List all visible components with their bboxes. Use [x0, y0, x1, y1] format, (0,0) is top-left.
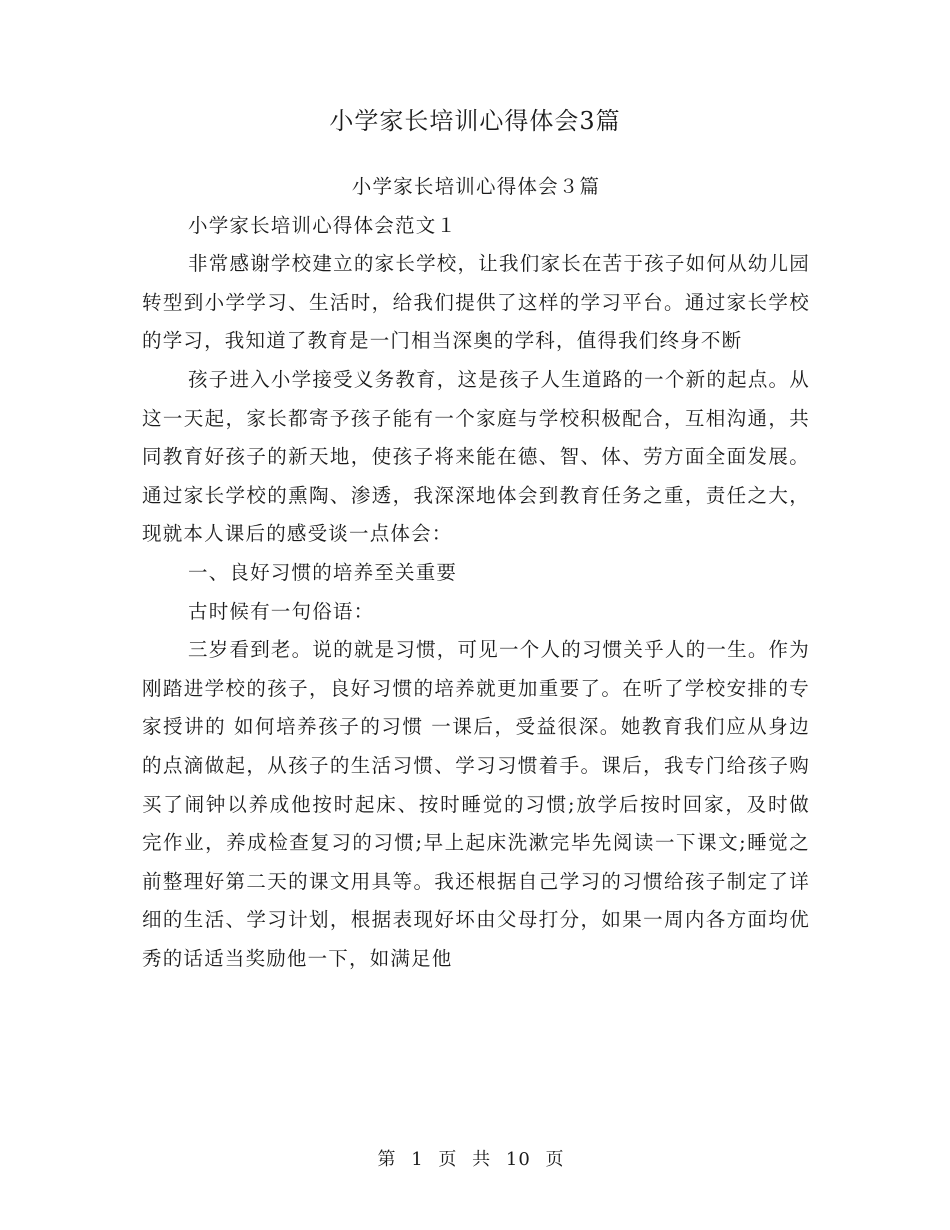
document-body — [142, 168, 810, 978]
paragraph: 孩子进入小学接受义务教育，这是孩子人生道路的一个新的起点。从这一天起，家长都寄予孩子能有一个家庭与学校积极配合，互相沟通，共同教育好孩子的新天地，使孩子将来能在德、智、体、劳方面全面发展。通过家长学校的熏陶、渗透，我深深地体会到教育任务之重，责任之大，现就本人课后的感受谈一点体会： — [142, 367, 810, 546]
page-label-mid: 页 — [438, 1149, 458, 1170]
paragraph: 古时候有一句俗语： — [188, 599, 375, 623]
total-label: 共 — [472, 1149, 492, 1170]
page-label-prefix: 第 — [377, 1149, 397, 1170]
page-label-suffix: 页 — [545, 1149, 565, 1170]
document-subtitle: 小学家长培训心得体会３篇 — [351, 175, 601, 198]
paragraph-heading: 一、良好习惯的培养至关重要 — [188, 560, 458, 584]
current-page-number: 1 — [411, 1149, 424, 1170]
page-title: 小学家长培训心得体会3篇 — [329, 107, 621, 135]
section-heading: 小学家长培训心得体会范文１ — [188, 213, 458, 237]
paragraph: 非常感谢学校建立的家长学校，让我们家长在苦于孩子如何从幼儿园转型到小学学习、生活时，给我们提供了这样的学习平台。通过家长学校的学习，我知道了教育是一门相当深奥的学科，值得我们终身不断 — [142, 252, 810, 353]
total-pages-number: 10 — [505, 1149, 531, 1170]
paragraph: 三岁看到老。说的就是习惯，可见一个人的习惯关乎人的一生。作为刚踏进学校的孩子，良好习惯的培养就更加重要了。在听了学校安排的专家授讲的 如何培养孩子的习惯 一课后，受益很深。她教育我们应从身边的点滴做起，从孩子的生活习惯、学习习惯着手。课后，我专门给孩子购买了闹钟以养成他按时起床、按时睡觉的习惯;放学后按时回家，及时做完作业，养成检查复习的习惯;早上起床洗漱完毕先阅读一下课文;睡觉之前整理好第二天的课文用具等。我还根据自己学习的习惯给孩子制定了详细的生活、学习计划，根据表现好坏由父母打分，如果一周内各方面均优秀的话适当奖励他一下，如满足他 — [142, 638, 810, 970]
page-footer — [0, 1146, 950, 1174]
